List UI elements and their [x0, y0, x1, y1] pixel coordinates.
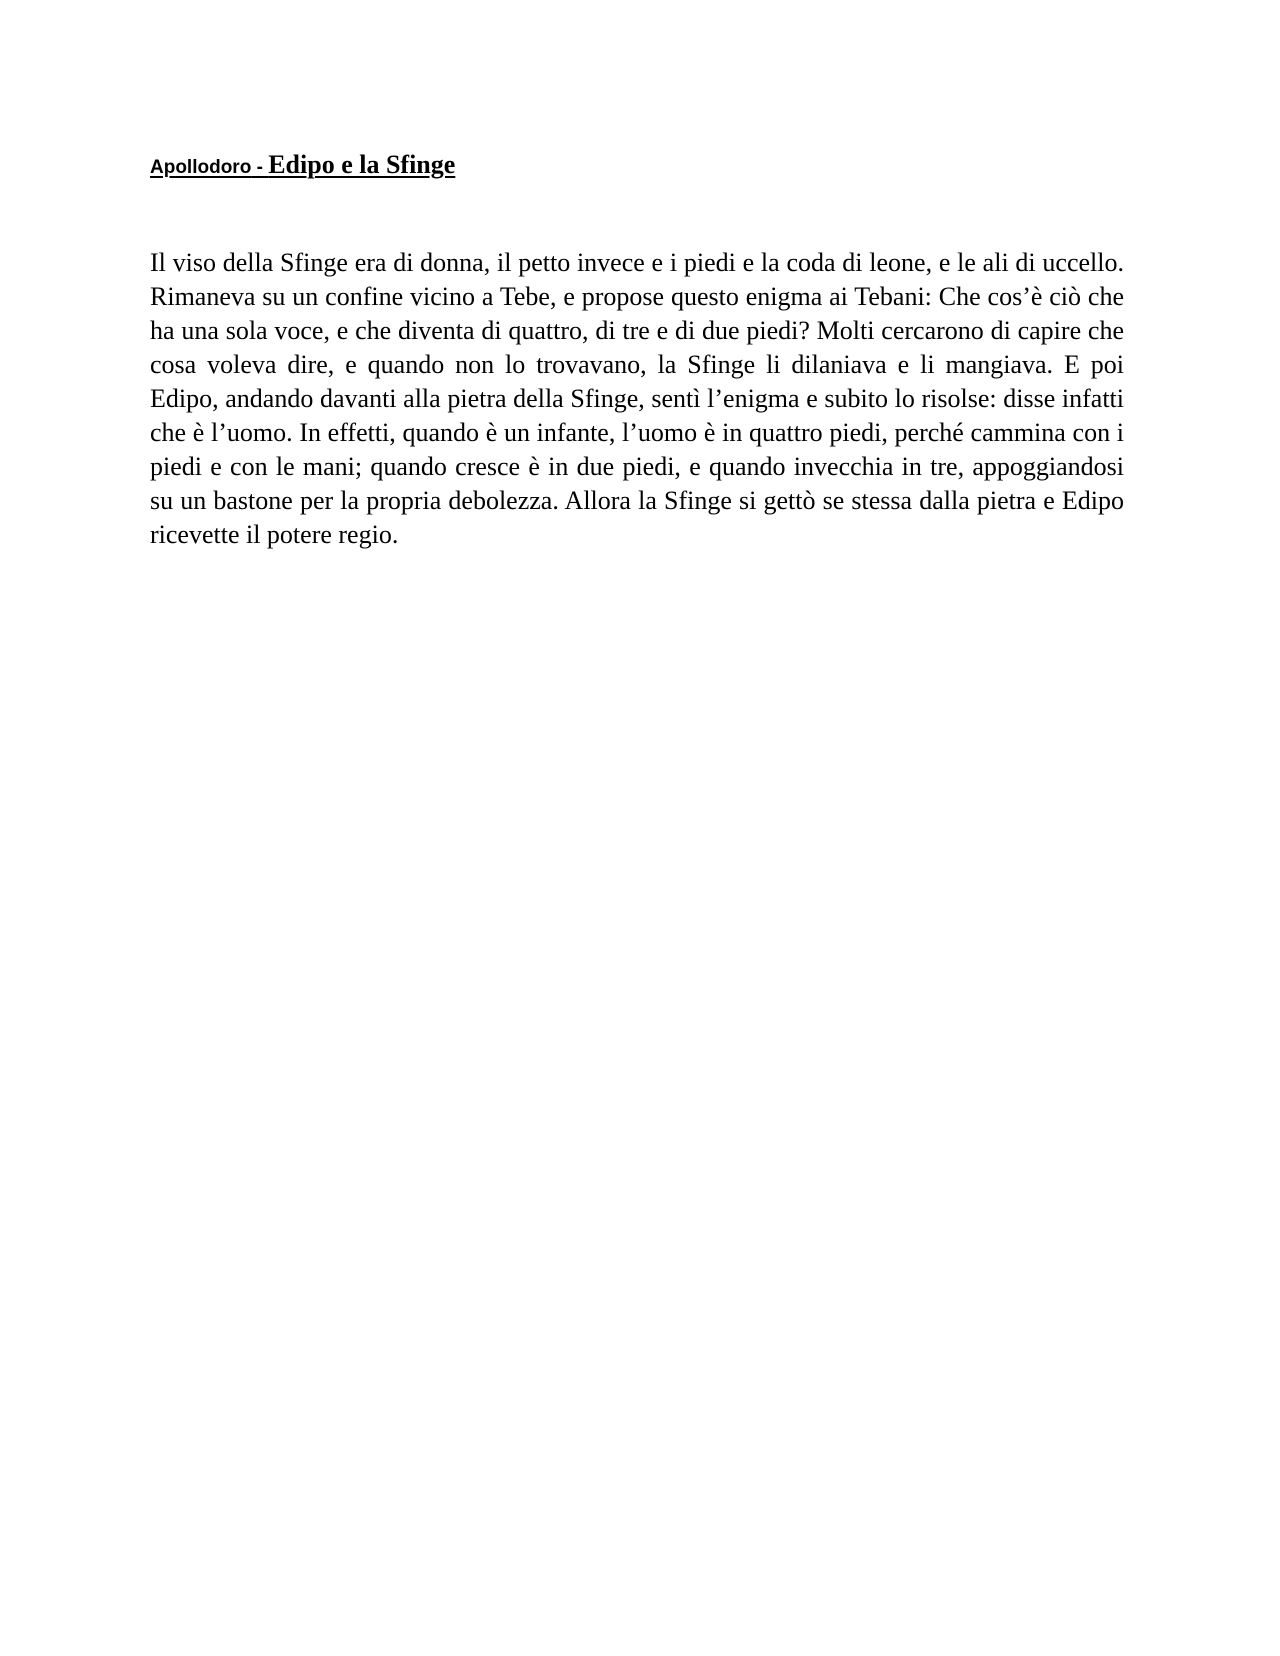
title-author: Apollodoro [150, 157, 252, 178]
title-work: Edipo e la Sfinge [268, 150, 456, 179]
body-paragraph: Il viso della Sfinge era di donna, il petto invece e i piedi e la coda di leone, e le ali di uccello. Rimaneva su un confine vicino a Tebe, e propose questo enigma ai Tebani: Che cos’è ciò che ha una sola voce, e che diventa di quattro, di tre e di due piedi? Molti cercarono di capire che cosa voleva dire, e quando non lo trovavano, la Sfinge li dilaniava e li mangiava. E poi Edipo, andando davanti alla pietra della Sfinge, sentì l’enigma e subito lo risolse: disse infatti che è l’uomo. In effetti, quando è un infante, l’uomo è in quattro piedi, perché cammina con i piedi e con le mani; quando cresce è in due piedi, e quando invecchia in tre, appoggiandosi su un bastone per la propria debolezza. Allora la Sfinge si gettò se stessa dalla pietra e Edipo ricevette il potere regio. [150, 248, 1124, 549]
title-separator: - [251, 157, 269, 178]
document-title [150, 150, 455, 180]
